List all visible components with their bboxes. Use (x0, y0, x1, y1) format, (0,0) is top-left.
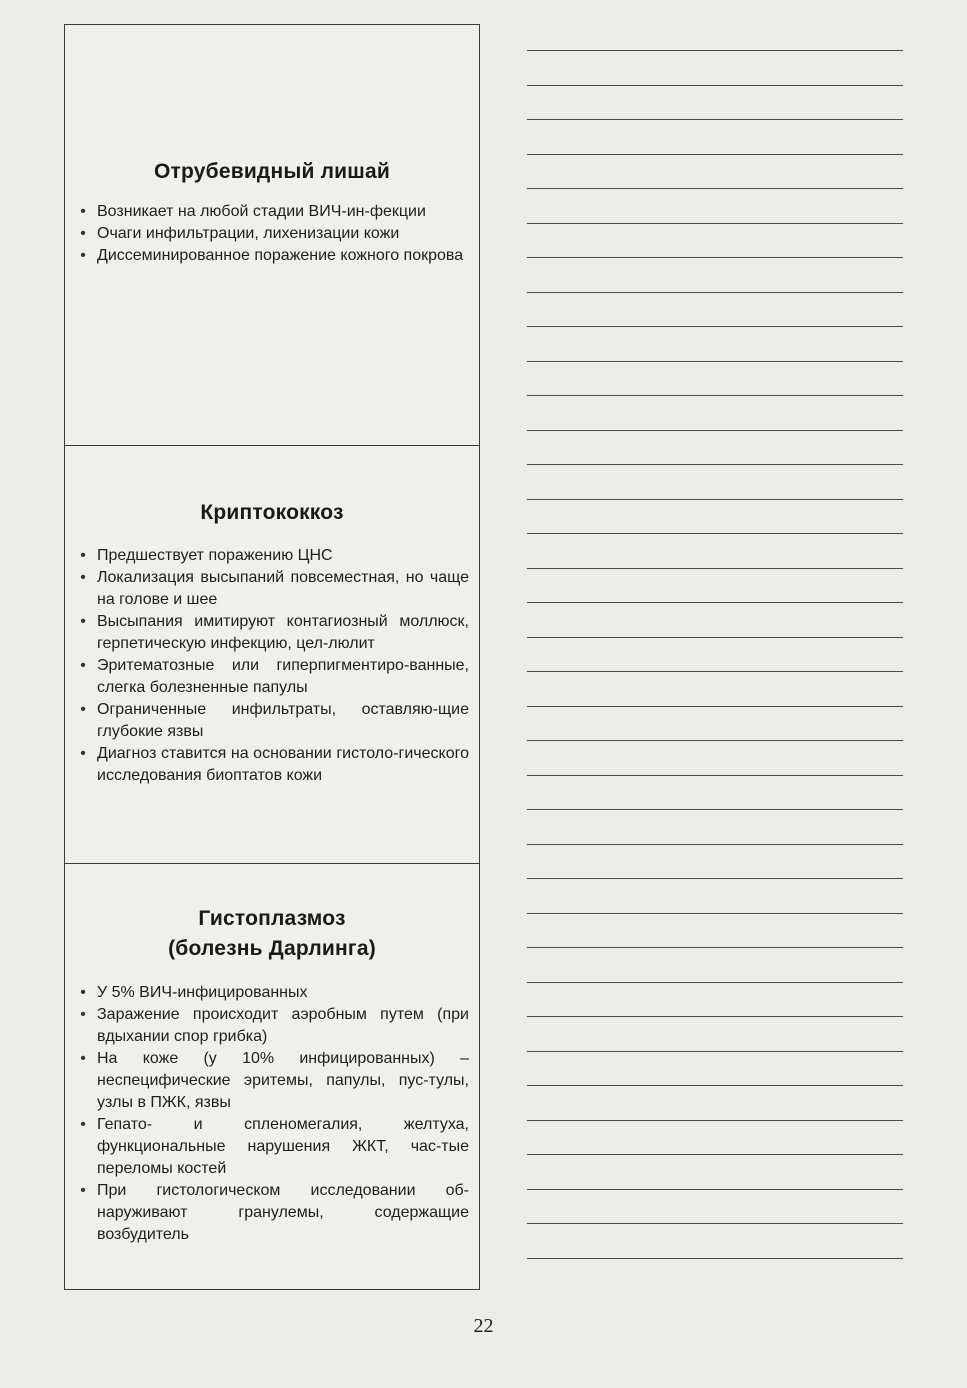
list-item: • Диагноз ставится на основании гистоло-гического исследования биоптатов кожи (75, 743, 469, 787)
bullet-list (75, 201, 469, 267)
slide-title-line2: (болезнь Дарлинга) (168, 937, 376, 960)
bullet-icon: • (80, 247, 86, 264)
list-item: • У 5% ВИЧ-инфицированных (75, 982, 469, 1004)
bullet-icon: • (80, 701, 86, 718)
bullet-icon: • (80, 745, 86, 762)
note-line (527, 223, 903, 224)
note-line (527, 878, 903, 879)
note-line (527, 361, 903, 362)
list-item: • Локализация высыпаний повсеместная, но чаще на голове и шее (75, 567, 469, 611)
note-line (527, 1085, 903, 1086)
note-line (527, 809, 903, 810)
note-line (527, 292, 903, 293)
note-line (527, 395, 903, 396)
note-line (527, 1051, 903, 1052)
list-item: • Высыпания имитируют контагиозный моллюск, герпетическую инфекцию, цел-люлит (75, 611, 469, 655)
note-line (527, 326, 903, 327)
note-line (527, 50, 903, 51)
bullet-list (75, 982, 469, 1246)
list-item: • Эритематозные или гиперпигментиро-ванные, слегка болезненные папулы (75, 655, 469, 699)
note-line (527, 568, 903, 569)
note-line (527, 430, 903, 431)
slide-title: Отрубевидный лишай (154, 160, 390, 183)
list-item: • Диссеминированное поражение кожного покрова (75, 245, 469, 267)
bullet-icon: • (80, 1116, 86, 1133)
bullet-icon: • (80, 657, 86, 674)
bullet-icon: • (80, 1050, 86, 1067)
note-line (527, 602, 903, 603)
note-line (527, 1016, 903, 1017)
bullet-icon: • (80, 569, 86, 586)
note-line (527, 740, 903, 741)
note-line (527, 464, 903, 465)
note-line (527, 499, 903, 500)
bullet-icon: • (80, 1006, 86, 1023)
note-line (527, 119, 903, 120)
list-item: • Заражение происходит аэробным путем (при вдыхании спор грибка) (75, 1004, 469, 1048)
list-item: • Очаги инфильтрации, лихенизации кожи (75, 223, 469, 245)
note-line (527, 706, 903, 707)
list-item: • При гистологическом исследовании об-наруживают гранулемы, содержащие возбудитель (75, 1180, 469, 1246)
bullet-icon: • (80, 547, 86, 564)
note-line (527, 947, 903, 948)
note-line (527, 154, 903, 155)
bullet-list (75, 545, 469, 787)
list-item: • Возникает на любой стадии ВИЧ-ин-фекции (75, 201, 469, 223)
note-line (527, 982, 903, 983)
note-line (527, 844, 903, 845)
list-item: • Гепато- и спленомегалия, желтуха, функциональные нарушения ЖКТ, час-тые переломы костей (75, 1114, 469, 1180)
list-item: • Предшествует поражению ЦНС (75, 545, 469, 567)
page-number: 22 (473, 1315, 494, 1337)
note-line (527, 1154, 903, 1155)
note-line (527, 533, 903, 534)
bullet-icon: • (80, 225, 86, 242)
note-line (527, 257, 903, 258)
note-line (527, 188, 903, 189)
bullet-icon: • (80, 984, 86, 1001)
bullet-icon: • (80, 1182, 86, 1199)
slide-title-line1: Гистоплазмоз (198, 907, 346, 930)
note-line (527, 1223, 903, 1224)
notes-lines-area (527, 36, 903, 1290)
note-line (527, 671, 903, 672)
slide-histoplasmosis (65, 863, 479, 1289)
list-item: • На коже (у 10% инфицированных) – неспецифические эритемы, папулы, пус-тулы, узлы в ПЖК, язвы (75, 1048, 469, 1114)
note-line (527, 637, 903, 638)
slide-cryptococcosis (65, 445, 479, 863)
slide-pityriasis-versicolor (65, 25, 479, 445)
note-line (527, 1189, 903, 1190)
note-line (527, 775, 903, 776)
slide-title (75, 864, 469, 964)
bullet-icon: • (80, 203, 86, 220)
slide-title: Криптококкоз (200, 501, 344, 524)
note-line (527, 913, 903, 914)
slides-column (64, 24, 480, 1290)
list-item: • Ограниченные инфильтраты, оставляю-щие глубокие язвы (75, 699, 469, 743)
note-line (527, 1120, 903, 1121)
bullet-icon: • (80, 613, 86, 630)
note-line (527, 1258, 903, 1259)
note-line (527, 85, 903, 86)
